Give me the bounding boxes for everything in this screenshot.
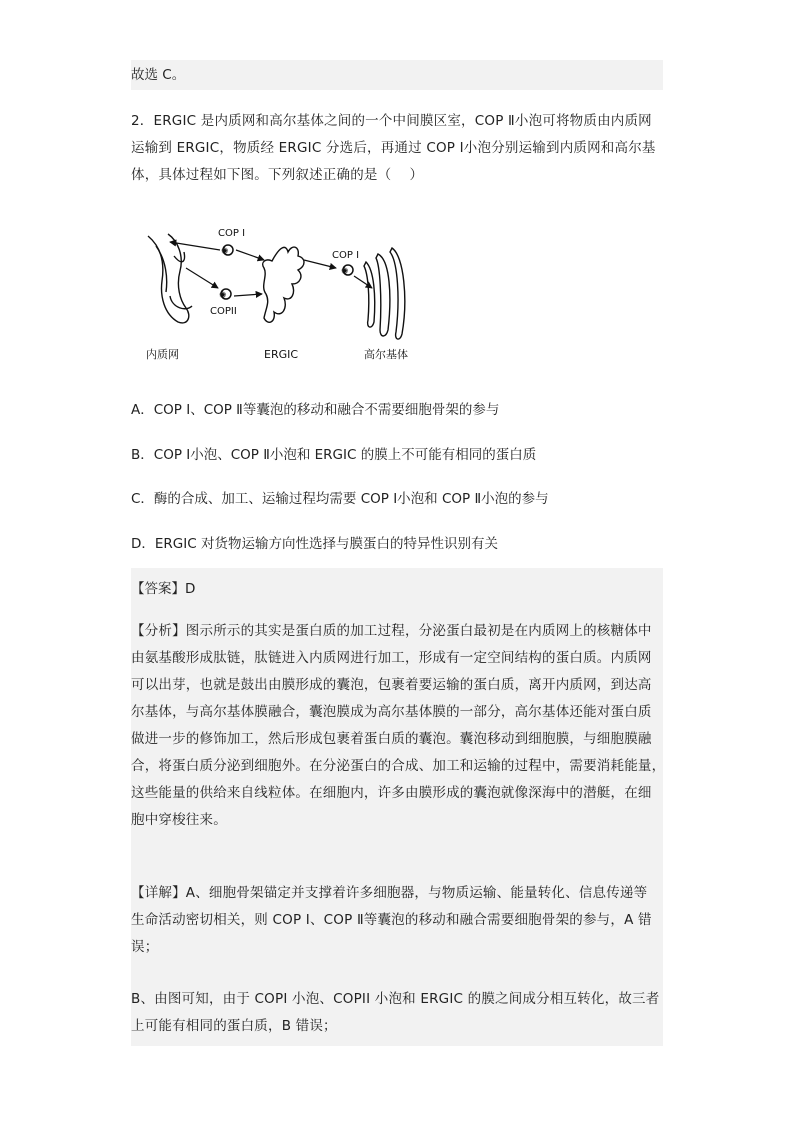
previous-answer-text: 故选 C。: [131, 67, 186, 83]
analysis-line: 合，将蛋白质分泌到细胞外。在分泌蛋白的合成、加工和运输的过程中，需要消耗能量，: [131, 758, 666, 774]
label-er: 内质网: [146, 348, 179, 361]
cop1-vesicle-right: [341, 265, 353, 277]
cop2-vesicle: [219, 289, 231, 301]
svg-text:✺: ✺: [341, 267, 349, 277]
label-cop2: COPII: [210, 306, 237, 317]
option-d: D．ERGIC 对货物运输方向性选择与膜蛋白的特异性识别有关: [131, 536, 498, 552]
option-b: B．COP Ⅰ小泡、COP Ⅱ小泡和 ERGIC 的膜上不可能有相同的蛋白质: [131, 447, 537, 463]
detail-b-paragraph: [131, 986, 663, 1040]
analysis-line: 这些能量的供给来自线粒体。在细胞内，许多由膜形成的囊泡就像深海中的潜艇，在细: [131, 785, 652, 801]
detail-paragraph: [131, 880, 663, 961]
ergic-shape: [263, 247, 304, 322]
label-cop1-right: COP Ⅰ: [332, 250, 360, 261]
label-cop1-left: COP Ⅰ: [218, 228, 246, 239]
option-c: C．酶的合成、加工、运输过程均需要 COP Ⅰ小泡和 COP Ⅱ小泡的参与: [131, 491, 549, 507]
question-line: 运输到 ERGIC，物质经 ERGIC 分选后，再通过 COP Ⅰ小泡分别运输到内质网和高尔基: [131, 140, 656, 156]
answer-text: 【答案】D: [131, 581, 196, 597]
label-golgi: 高尔基体: [364, 348, 408, 361]
detail-line: 误；: [131, 939, 159, 955]
er-shape: [148, 234, 192, 323]
analysis-line: 【分析】图示所示的其实是蛋白质的加工过程，分泌蛋白最初是在内质网上的核糖体中: [131, 623, 652, 639]
svg-text:✺: ✺: [219, 291, 227, 301]
analysis-line: 尔基体，与高尔基体膜融合，囊泡膜成为高尔基体膜的一部分，高尔基体还能对蛋白质: [131, 704, 652, 720]
question-line: 体，具体过程如下图。下列叙述正确的是（ ）: [131, 167, 424, 183]
golgi-shape: [364, 248, 405, 339]
cop1-vesicle-left: [221, 245, 233, 257]
svg-text:✺: ✺: [221, 247, 229, 257]
detail-b-line: B、由图可知，由于 COPI 小泡、COPII 小泡和 ERGIC 的膜之间成分相互转化，故三者: [131, 991, 660, 1007]
analysis-line: 胞中穿梭往来。: [131, 812, 227, 828]
detail-line: 生命活动密切相关，则 COP Ⅰ、COP Ⅱ等囊泡的移动和融合需要细胞骨架的参与，A 错: [131, 912, 652, 928]
question-line: 2．ERGIC 是内质网和高尔基体之间的一个中间膜区室，COP Ⅱ小泡可将物质由内质网: [131, 113, 652, 129]
previous-answer-line: [131, 60, 663, 90]
question-stem: [131, 108, 663, 189]
detail-line: 【详解】A、细胞骨架锚定并支撑着许多细胞器，与物质运输、能量转化、信息传递等: [131, 885, 648, 901]
vesicle-transport-diagram: [140, 226, 420, 366]
diagram-svg: [140, 226, 420, 366]
analysis-line: 做进一步的修饰加工，然后形成包裹着蛋白质的囊泡。囊泡移动到细胞膜，与细胞膜融: [131, 731, 652, 747]
analysis-line: 可以出芽，也就是鼓出由膜形成的囊泡，包裹着要运输的蛋白质，离开内质网，到达高: [131, 677, 652, 693]
option-a: A．COP Ⅰ、COP Ⅱ等囊泡的移动和融合不需要细胞骨架的参与: [131, 402, 500, 418]
analysis-line: 由氨基酸形成肽链，肽链进入内质网进行加工，形成有一定空间结构的蛋白质。内质网: [131, 650, 652, 666]
label-ergic: ERGIC: [264, 348, 299, 361]
analysis-paragraph: [131, 618, 666, 834]
detail-b-line: 上可能有相同的蛋白质，B 错误；: [131, 1018, 337, 1034]
